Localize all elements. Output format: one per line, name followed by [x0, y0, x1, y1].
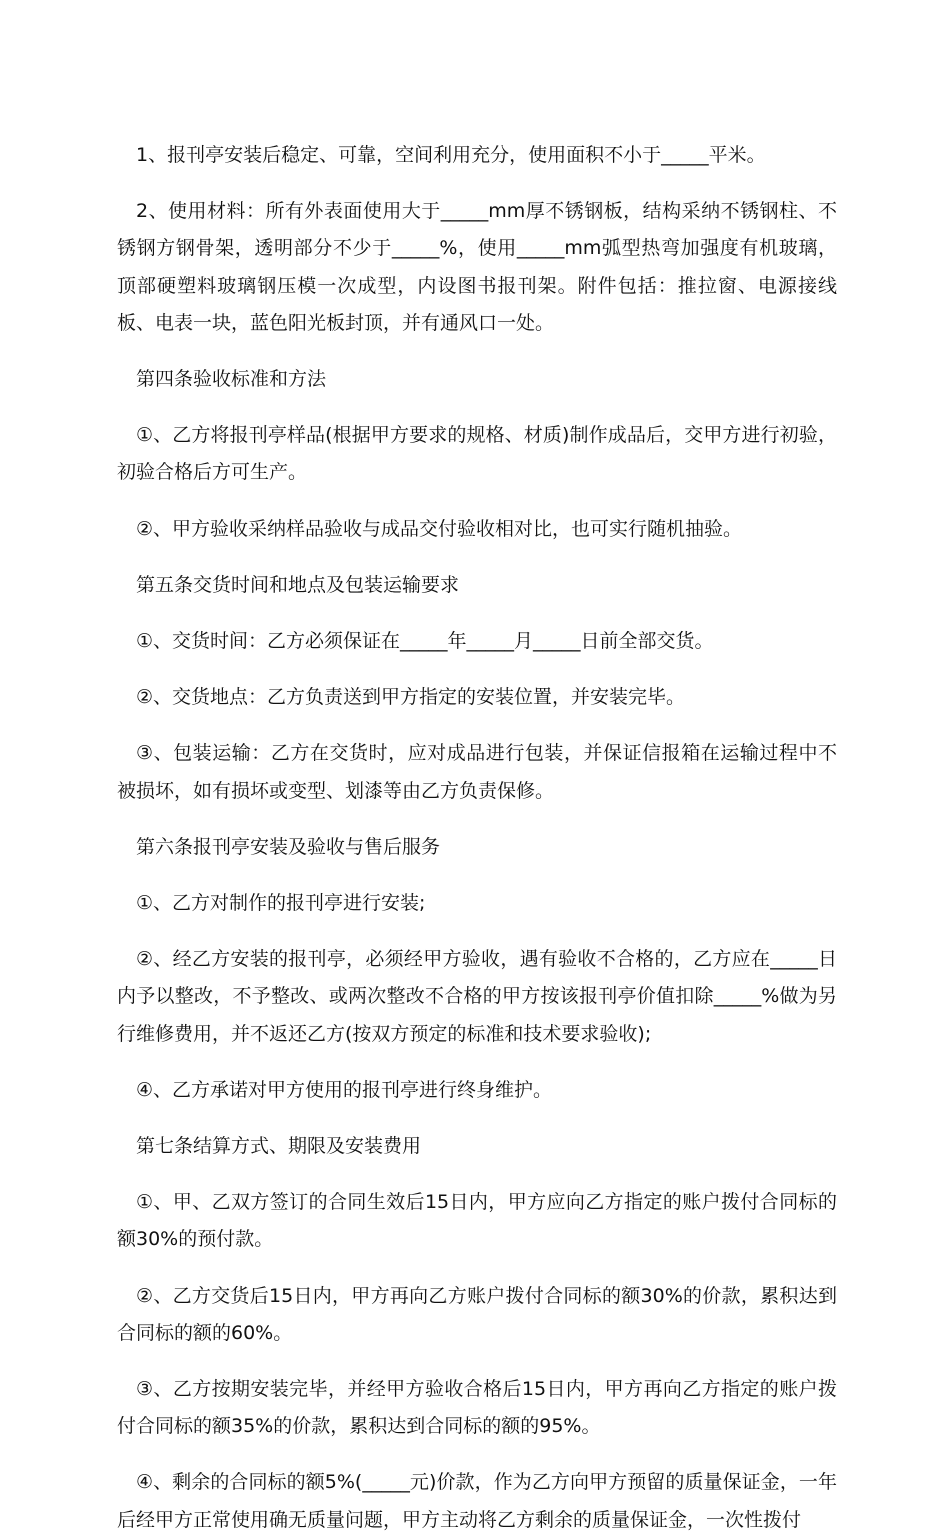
- article-6-item-1: ①、乙方对制作的报刊亭进行安装;: [136, 892, 426, 915]
- article-7-item-3: ③、乙方按期安装完毕，并经甲方验收合格后15日内，甲方再向乙方指定的账户拨付合同标的额35%的价款，累积达到合同标的额的95%。: [117, 1378, 837, 1438]
- article-7-item-4: ④、剩余的合同标的额5%(_____元)价款，作为乙方向甲方预留的质量保证金，一年后经甲方正常使用确无质量问题，甲方主动将乙方剩余的质量保证金，一次性拨付: [117, 1471, 837, 1531]
- article-6-item-4: ④、乙方承诺对甲方使用的报刊亭进行终身维护。: [136, 1078, 553, 1101]
- article-5-item-2: ②、交货地点：乙方负责送到甲方指定的安装位置，并安装完毕。: [136, 686, 686, 709]
- article-5-heading: 第五条交货时间和地点及包装运输要求: [136, 573, 460, 596]
- article-6-heading: 第六条报刊亭安装及验收与售后服务: [136, 835, 441, 858]
- article-4-item-2: ②、甲方验收采纳样品验收与成品交付验收相对比，也可实行随机抽验。: [136, 517, 743, 540]
- article-6-item-2: ②、经乙方安装的报刊亭，必须经甲方验收，遇有验收不合格的，乙方应在_____日内予以整改，不予整改、或两次整改不合格的甲方按该报刊亭价值扣除_____%做为另行维修费用，并不返还乙方(按双方预定的标准和技术要求验收);: [117, 948, 837, 1045]
- article-4-heading: 第四条验收标准和方法: [136, 368, 327, 391]
- article-7-heading: 第七条结算方式、期限及安装费用: [136, 1135, 422, 1158]
- article-7-item-2: ②、乙方交货后15日内，甲方再向乙方账户拨付合同标的额30%的价款，累积达到合同标的额的60%。: [117, 1284, 837, 1344]
- article-5-item-3: ③、包装运输：乙方在交货时，应对成品进行包装，并保证信报箱在运输过程中不被损坏，如有损坏或变型、划漆等由乙方负责保修。: [117, 742, 837, 802]
- article-4-item-1: ①、乙方将报刊亭样品(根据甲方要求的规格、材质)制作成品后，交甲方进行初验，初验合格后方可生产。: [117, 424, 837, 484]
- article-5-item-1: ①、交货时间：乙方必须保证在_____年_____月_____日前全部交货。: [136, 630, 714, 653]
- clause-1-stability: 1、报刊亭安装后稳定、可靠，空间利用充分，使用面积不小于_____平米。: [136, 144, 766, 166]
- article-7-item-1: ①、甲、乙双方签订的合同生效后15日内，甲方应向乙方指定的账户拨付合同标的额30%的预付款。: [117, 1191, 837, 1251]
- clause-2-materials: 2、使用材料：所有外表面使用大于_____mm厚不锈钢板，结构采纳不锈钢柱、不锈钢方钢骨架，透明部分不少于_____%，使用_____mm弧型热弯加强度有机玻璃，顶部硬塑料玻璃钢压模一次成型，内设图书报刊架。附件包括：推拉窗、电源接线板、电表一块，蓝色阳光板封顶，并有通风口一处。: [117, 200, 837, 334]
- document-body: [0, 118, 950, 1539]
